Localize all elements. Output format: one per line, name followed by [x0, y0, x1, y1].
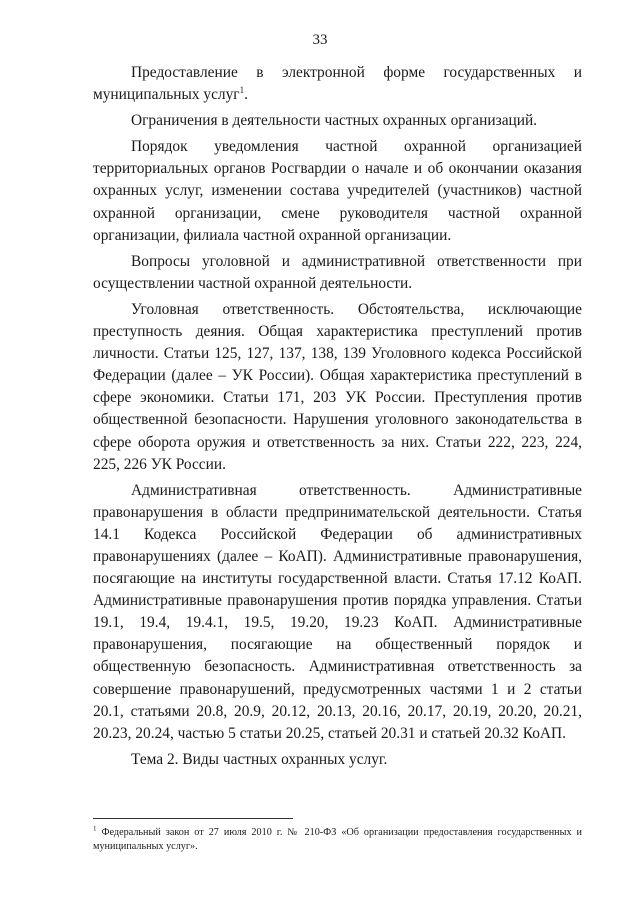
- document-body: [93, 62, 582, 775]
- paragraph-tail: .: [244, 86, 248, 104]
- footnote-reference[interactable]: 1: [239, 84, 245, 95]
- page-number: 33: [312, 32, 328, 48]
- footnote: [93, 826, 582, 854]
- paragraph-liability-questions: Вопросы уголовной и административной ответственности при осуществлении частной охранной деятельности.: [93, 252, 582, 292]
- paragraph-notification-procedure: Порядок уведомления частной охранной организацией территориальных органов Росгвардии о начале и об окончании оказания охранных услуг, изменении состава учредителей (участников) частной охранной организации, смене руководителя частной охранной организации, филиала частной охранной организации.: [93, 138, 582, 244]
- paragraph-administrative-liability: Административная ответственность. Административные правонарушения в области предпринимательской деятельности. Статья 14.1 Кодекса Российской Федерации об административных правонарушениях (далее – КоАП). Административные правонарушения, посягающие на институты государственной власти. Статья 17.12 КоАП. Административные правонарушения против порядка управления. Статьи 19.1, 19.4, 19.4.1, 19.5, 19.20, 19.23 КоАП. Административные правонарушения, посягающие на общественный порядок и общественную безопасность. Административная ответственность за совершение правонарушений, предусмотренных частями 1 и 2 статьи 20.1, статьями 20.8, 20.9, 20.12, 20.13, 20.16, 20.17, 20.19, 20.20, 20.21, 20.23, 20.24, частью 5 статьи 20.25, статьей 20.31 и статьей 20.32 КоАП.: [93, 481, 582, 742]
- paragraph-egov-services: [93, 62, 582, 106]
- paragraph-criminal-liability: Уголовная ответственность. Обстоятельства, исключающие преступность деяния. Общая характеристика преступлений против личности. Статьи 125, 127, 137, 138, 139 Уголовного кодекса Российской Федерации (далее – УК России). Общая характеристика преступлений в сфере экономики. Статьи 171, 203 УК России. Преступления против общественной безопасности. Нарушения уголовного законодательства в сфере оборота оружия и ответственность за них. Статьи 222, 223, 224, 225, 226 УК России.: [93, 300, 582, 473]
- paragraph-topic-heading: Тема 2. Виды частных охранных услуг.: [131, 750, 388, 768]
- footnote-marker: 1: [93, 824, 97, 833]
- footnote-divider: [93, 818, 293, 819]
- paragraph-restrictions: Ограничения в деятельности частных охранных организаций.: [131, 112, 538, 130]
- footnote-text: Федеральный закон от 27 июля 2010 г. № 210-ФЗ «Об организации предоставления государственных и муниципальных услуг».: [93, 827, 582, 852]
- paragraph-text: Предоставление в электронной форме государственных и муниципальных услуг: [93, 64, 582, 104]
